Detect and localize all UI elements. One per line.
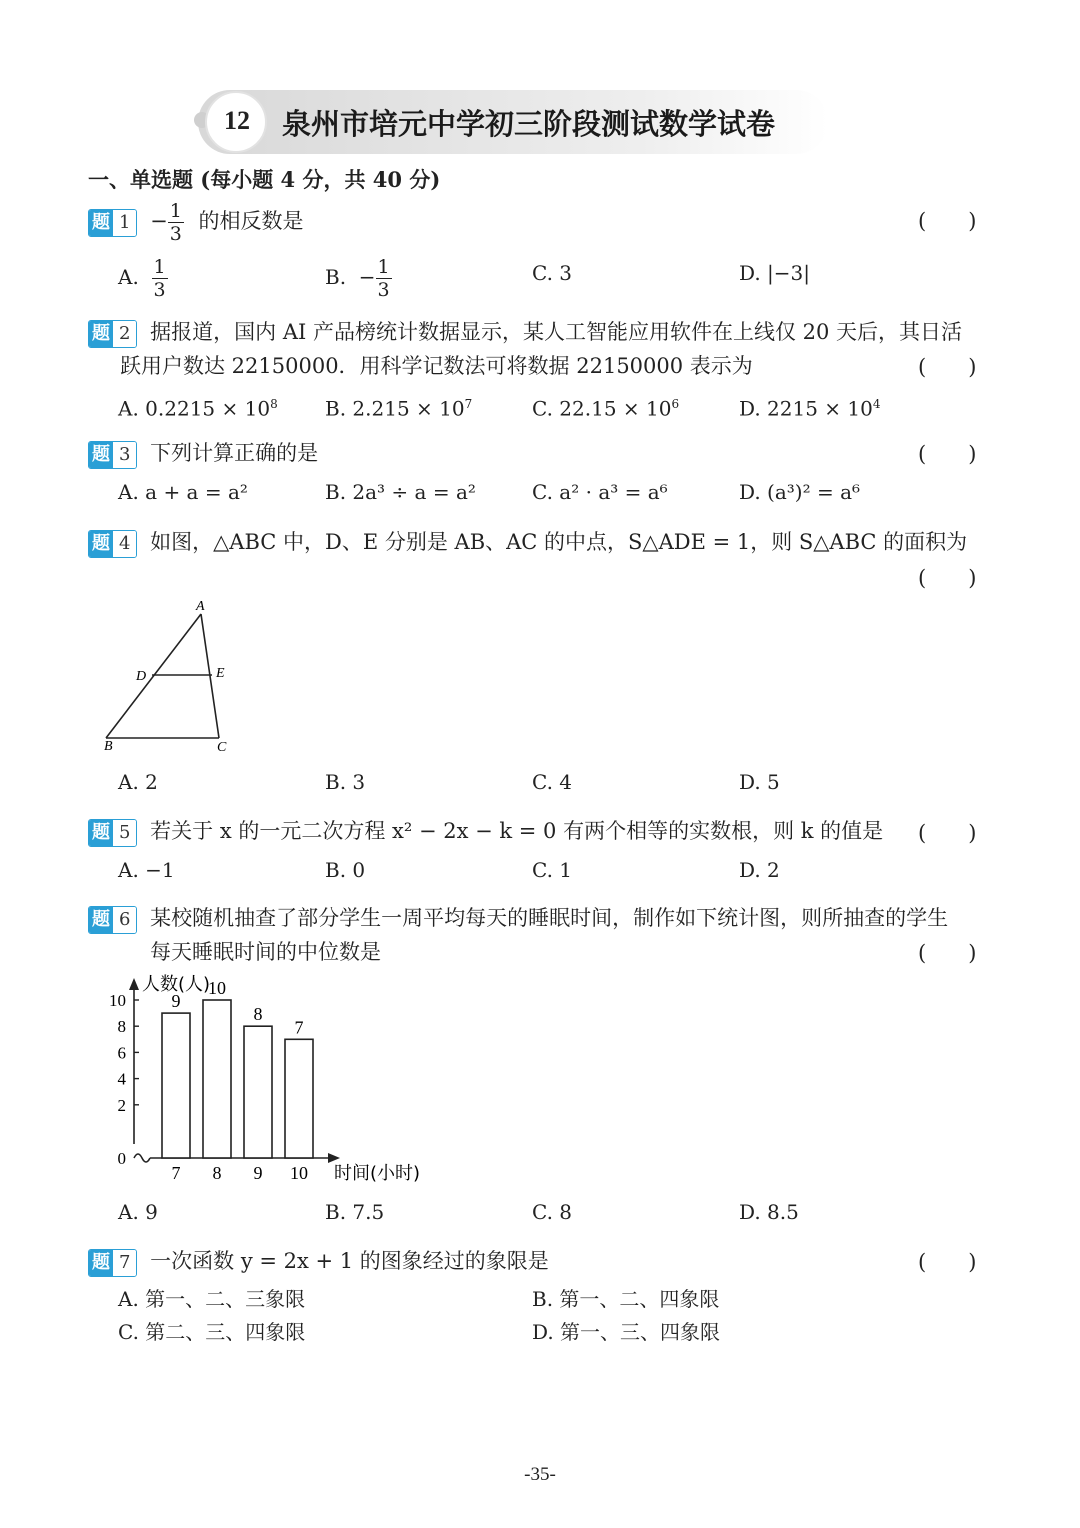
q4-option-a: A. 2 — [118, 770, 158, 794]
x-tick-label: 8 — [212, 1163, 222, 1183]
question-3 — [88, 436, 318, 470]
q1-option-d: D. |−3| — [739, 261, 810, 285]
q1-option-a: A. $\frac{1}{3}$ — [118, 256, 166, 301]
q7-text: 一次函数 y = 2x + 1 的图象经过的象限是 — [150, 1249, 549, 1273]
q3-option-d: D. (a³)² = a⁶ — [739, 480, 861, 504]
question-badge: 题 1 — [88, 209, 137, 237]
page-title: 泉州市培元中学初三阶段测试数学试卷 — [282, 107, 776, 141]
header-number: 12 — [224, 106, 250, 135]
y-tick-label: 8 — [117, 1017, 126, 1037]
bar-value-label: 8 — [253, 1004, 263, 1025]
answer-paren: ( ) — [918, 566, 977, 590]
question-badge: 题 5 — [88, 819, 137, 847]
q4-option-d: D. 5 — [739, 770, 780, 794]
q5-option-d: D. 2 — [739, 858, 780, 882]
bar-chart — [96, 968, 456, 1188]
q6-option-b: B. 7.5 — [325, 1200, 385, 1224]
x-axis-label: 时间(小时) — [334, 1163, 421, 1184]
y-tick-label: 10 — [109, 991, 126, 1010]
answer-paren: ( ) — [918, 821, 977, 845]
bar — [203, 1000, 231, 1158]
q5-option-a: A. −1 — [118, 858, 175, 882]
question-5 — [88, 814, 883, 848]
answer-paren: ( ) — [918, 209, 977, 233]
x-tick-label: 7 — [171, 1163, 181, 1183]
question-6 — [88, 901, 948, 935]
q6-line1: 某校随机抽查了部分学生一周平均每天的睡眠时间，制作如下统计图，则所抽查的学生 — [150, 906, 949, 930]
answer-paren: ( ) — [918, 1250, 977, 1274]
answer-paren: ( ) — [918, 355, 977, 379]
axis-break — [134, 1131, 150, 1162]
q1-option-b: B. − $\frac{1}{3}$ — [325, 256, 390, 301]
vertex-label-b: B — [104, 739, 113, 754]
question-1 — [88, 200, 304, 245]
q4-text: 如图，△ABC 中，D、E 分别是 AB、AC 的中点，S△ADE = 1，则 S△ABC 的面积为 — [150, 530, 968, 554]
y-tick-label: 6 — [117, 1043, 126, 1063]
question-badge: 题 4 — [88, 530, 137, 558]
q1-option-c: C. 3 — [532, 261, 573, 285]
bar-value-label: 7 — [294, 1017, 304, 1038]
answer-paren: ( ) — [918, 941, 977, 965]
q2-option-d: D. $2215 \times 10^4$ — [739, 396, 881, 421]
q2-option-a: A. $0.2215 \times 10^8$ — [118, 396, 278, 421]
q6-option-d: D. 8.5 — [739, 1200, 799, 1224]
y-tick-label: 2 — [117, 1095, 126, 1115]
bar-value-label: 10 — [208, 978, 226, 998]
page-number: -35- — [524, 1464, 556, 1485]
question-2 — [88, 315, 962, 349]
q3-option-c: C. a² · a³ = a⁶ — [532, 480, 668, 504]
q7-option-b: B. 第一、二、四象限 — [532, 1287, 720, 1311]
q3-option-a: A. a + a = a² — [118, 480, 248, 504]
bar — [285, 1039, 313, 1158]
question-4 — [88, 525, 967, 559]
q2-option-c: C. $22.15 \times 10^6$ — [532, 396, 680, 421]
x-axis-arrow — [328, 1153, 340, 1163]
q7-option-a: A. 第一、二、三象限 — [118, 1287, 306, 1311]
q7-option-d: D. 第一、三、四象限 — [532, 1320, 721, 1344]
y-axis-arrow — [129, 978, 139, 990]
q3-text: 下列计算正确的是 — [150, 441, 319, 465]
q1-fraction: $\frac{1}{3}$ — [169, 200, 182, 245]
y-tick-label: 4 — [117, 1069, 126, 1089]
q1-text: 的相反数是 — [198, 209, 304, 233]
question-badge: 题 2 — [88, 320, 137, 348]
triangle-figure — [96, 596, 246, 756]
q2-line1: 据报道，国内 AI 产品榜统计数据显示，某人工智能应用软件在上线仅 20 天后，其日活 — [150, 320, 963, 344]
vertex-label-e: E — [216, 666, 225, 681]
q1-minus: − — [150, 209, 168, 233]
q4-option-b: B. 3 — [325, 770, 366, 794]
bar-value-label: 9 — [171, 991, 181, 1012]
q2-line2: 跃用户数达 22150000．用科学记数法可将数据 22150000 表示为 — [120, 354, 753, 378]
question-badge: 题 6 — [88, 906, 137, 934]
q6-option-c: C. 8 — [532, 1200, 573, 1224]
header-banner — [188, 86, 828, 158]
section-title: 一、单选题 (每小题 4 分，共 40 分) — [88, 167, 441, 192]
x-tick-label: 10 — [290, 1163, 308, 1183]
y-tick-label: 0 — [117, 1149, 126, 1168]
question-badge: 题 3 — [88, 441, 137, 469]
x-tick-label: 9 — [253, 1163, 263, 1183]
y-axis-label: 人数(人) — [142, 974, 211, 995]
q6-option-a: A. 9 — [118, 1200, 158, 1224]
bar — [244, 1026, 272, 1158]
vertex-label-d: D — [136, 669, 147, 684]
bar — [162, 1013, 190, 1158]
q4-option-c: C. 4 — [532, 770, 573, 794]
answer-paren: ( ) — [918, 442, 977, 466]
q6-line2: 每天睡眠时间的中位数是 — [150, 940, 381, 964]
vertex-label-c: C — [217, 740, 227, 755]
q5-option-c: C. 1 — [532, 858, 573, 882]
q5-text: 若关于 x 的一元二次方程 x² − 2x − k = 0 有两个相等的实数根，则 k 的值是 — [150, 819, 884, 843]
vertex-label-a: A — [196, 599, 205, 614]
q3-option-b: B. 2a³ ÷ a = a² — [325, 480, 476, 504]
q2-option-b: B. $2.215 \times 10^7$ — [325, 396, 473, 421]
q5-option-b: B. 0 — [325, 858, 366, 882]
q7-option-c: C. 第二、三、四象限 — [118, 1320, 306, 1344]
question-7 — [88, 1244, 549, 1278]
question-badge: 题 7 — [88, 1249, 137, 1277]
